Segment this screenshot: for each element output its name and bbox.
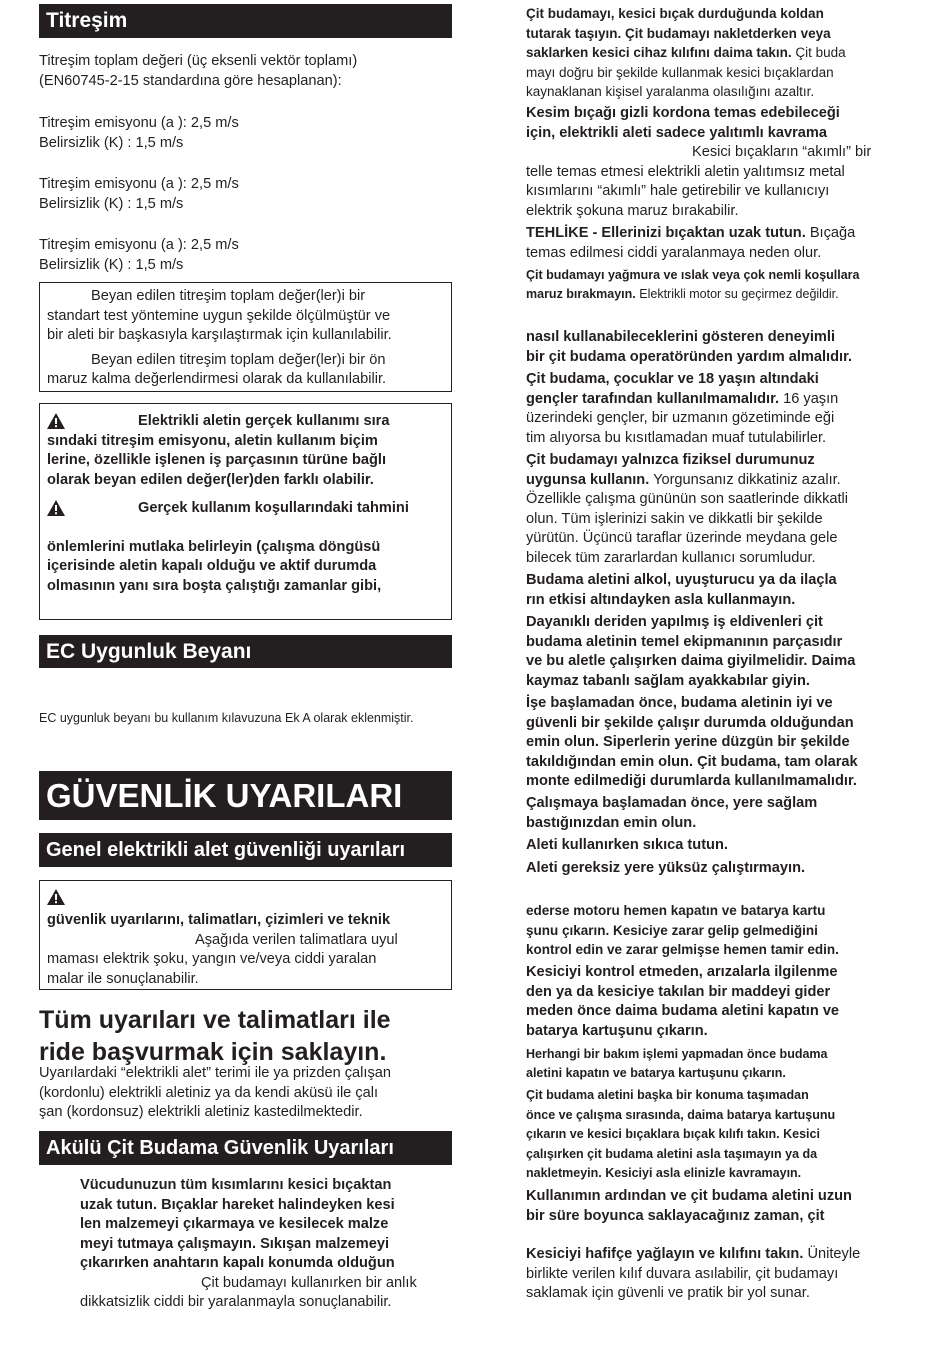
text-line: Çit budamayı yağmura ve ıslak veya çok nemli koşullara [526,268,860,282]
text-line: Kesiciyi kontrol etmeden, arızalarla ilgilenme [526,964,838,980]
text-line: Özellikle çalışma gününün son saatlerinde dikkatli [526,491,849,507]
text-line: batarya kartuşunu çıkarın. [526,1022,708,1039]
rule-danger [526,224,904,263]
text-line: Kesim bıçağı gizli kordona temas edebileceği [526,105,840,121]
text-line: Çit budama, çocuklar ve 18 yaşın altındaki [526,371,819,387]
warning-triangle-icon [47,889,65,905]
text-line: takıldığından emin olun. Çit budama, tam olarak [526,753,858,770]
text-line: Vücudunuzun tüm kısımlarını kesici bıçaktan [80,1177,392,1193]
text-line: üzerindeki gençler, bir uzmanın gözetiminde eği [526,410,835,426]
text-line: saklamak için güvenli ve pratik bir yol sunar. [526,1285,810,1301]
text-line: önce ve çalışma sırasında, daima batarya kartuşunu [526,1107,836,1122]
text-line: tutarak taşıyın. Çit budamayı nakletderken veya [526,25,831,41]
text-line: mayı doğru bir şekilde kullanmak kesici bıçaklardan [526,64,834,80]
rule-lubricate [526,1245,904,1304]
text-line: ederse motoru hemen kapatın ve batarya kartu [526,903,826,918]
text-line: güvenli bir şekilde çalışır durumda olduğundan [526,714,854,731]
text-line: Uyarılardaki “elektrikli alet” terimi ile ya prizden çalışan [39,1065,391,1081]
text-line: olun. Tüm işlerinizi sakin ve dikkatli bir şekilde [526,510,823,527]
emission-value: Titreşim emisyonu (a ): 2,5 m/s [39,237,239,253]
text-line: Çit budama aletini başka bir konuma taşımadan [526,1088,809,1102]
emission-block-3 [39,236,452,275]
text-line: kısımlarını “akımlı” hale getirebilir ve kullanıcıyı [526,183,830,199]
text-line: kaymaz tabanlı sağlam ayakkabılar giyin. [526,672,810,689]
text-line: telle temas etmesi elektrikli aletin yalıtımsız metal [526,163,845,180]
titresim-intro [39,52,452,91]
text-line: dikkatsizlik ciddi bir yaralanmayla sonuçlanabilir. [80,1294,392,1310]
text-line: şunu çıkarın. Kesiciye zarar gelip gelmediğini [526,922,818,938]
uncertainty-value: Belirsizlik (K) : 1,5 m/s [39,195,184,212]
text-line: önlemlerini mutlaka belirleyin (çalışma döngüsü [47,538,381,555]
text-line: saklarken kesici cihaz kılıfını daima takın. [526,45,792,60]
text-line: Çit budamayı, kesici bıçak durduğunda koldan [526,6,824,21]
text-line: Aşağıda verilen talimatlara uyul [195,931,398,948]
general-warning-box [39,880,452,990]
text-line: rın etkisi altındayken asla kullanmayın. [526,591,796,608]
text-line: çalışırken çit budama aletini asla taşımayın ya da [526,1146,818,1161]
rule-stop-motor [526,901,904,960]
text-line: Kullanımın ardından ve çit budama aletini uzun [526,1188,852,1204]
text-line: maruz bırakmayın. [526,287,636,301]
text-line: Çit buda [795,45,846,60]
rule-rain [526,266,904,304]
text-line: (EN60745-2-15 standardına göre hesaplanan): [39,72,342,89]
text-line: Aleti gereksiz yere yüksüz çalıştırmayın. [526,860,806,876]
text-line: Dayanıklı deriden yapılmış iş eldivenleri çit [526,614,823,630]
hedge-item-1 [39,1176,452,1313]
text-line: tim alıyorsa bu kısıtlamadan muaf tutulabilirler. [526,429,827,446]
emission-block-2 [39,175,452,214]
text-line: meden önce daima budama aletini kapatın ve [526,1003,840,1019]
rule-check-cutter [526,963,904,1041]
text-line: İşe başlamadan önce, budama aletinin iyi ve [526,695,833,711]
text-line: elektrik şokuna maruz bırakabilir. [526,202,739,219]
text-line: Yorgunsanız dikkatiniz azalır. [653,471,841,488]
text-line: Çit budamayı kullanırken bir anlık [201,1274,417,1291]
text-line: temas edilmesi ciddi yaralanmaya neden olur. [526,244,822,261]
text-line: meyi tutmaya çalışmayın. Sıkışan malzemeyi [80,1235,390,1252]
rule-before-start [526,694,904,792]
text-line: budama aletinin temel ekipmanının parçasıdır [526,633,843,650]
text-line: Çalışmaya başlamadan önce, yere sağlam [526,795,818,811]
save-instructions-text [39,1064,452,1123]
text-line: Gerçek kullanım koşullarındaki tahmini [138,500,409,516]
text-line: çıkarın ve kesici bıçaklara bıçak kılıfı takın. Kesici [526,1127,820,1141]
text-line: TEHLİKE - Ellerinizi bıçaktan uzak tutun. [526,225,806,241]
text-line: şan (kordonsuz) elektrikli aletiniz kastedilmektedir. [39,1104,363,1120]
save-instructions-title [39,1004,452,1068]
rule-transport [526,1086,904,1184]
text-line: yürütün. Üçüncü taraflar üzerinde meydana gele [526,530,838,546]
rule-no-load [526,859,904,879]
text-line: emin olun. Siperlerin yerine düzgün bir şekilde [526,734,850,750]
text-line: kaynaklanan kişisel yaralanma olasılığını azaltır. [526,84,815,99]
text-line: Çit budamayı yalnızca fiziksel durumunuz [526,452,815,468]
section-header-ec: EC Uygunluk Beyanı [39,635,452,668]
text-line: Tüm uyarıları ve talimatları ile [39,1006,391,1034]
text-line: Kesiciyi hafifçe yağlayın ve kılıfını takın. [526,1246,804,1262]
text-line: bilecek tüm zararlardan kullanıcı sorumludur. [526,549,816,566]
rule-children [526,370,904,448]
text-line: Kesici bıçakların “akımlı” bir [692,144,872,160]
text-line: (kordonlu) elektrikli aletiniz ya da kendi aküsü ile çalı [39,1084,379,1101]
emission-value: Titreşim emisyonu (a ): 2,5 m/s [39,176,239,192]
text-line: monte edilmediği durumlarda kullanılmamalıdır. [526,773,857,789]
text-line: kontrol edin ve zarar gelmişse hemen tamir edin. [526,942,839,957]
text-line: Herhangi bir bakım işlemi yapmadan önce budama [526,1047,828,1061]
rule-maintenance [526,1045,904,1083]
text-line: Beyan edilen titreşim toplam değer(ler)i bir [91,288,366,304]
uncertainty-value: Belirsizlik (K) : 1,5 m/s [39,134,184,151]
text-line: nakletmeyin. Kesiciyi asla elinizle kavramayın. [526,1166,802,1180]
warning-triangle-icon [47,500,65,516]
text-line: bastığınızdan emin olun. [526,814,697,831]
rule-gloves [526,613,904,691]
text-line: içerisinde aletin kapalı olduğu ve aktif durumda [47,558,377,574]
text-line: maruz kalma değerlendirmesi olarak da kullanılabilir. [47,371,387,387]
rule-carry [526,4,904,102]
text-line: gençler tarafından kullanılmamalıdır. [526,390,780,407]
text-line: Beyan edilen titreşim toplam değer(ler)i bir ön [91,351,386,368]
text-line: birlikte verilen kılıf duvara asılabilir, çit budamayı [526,1265,839,1282]
text-line: malar ile sonuçlanabilir. [47,970,199,987]
section-header-titresim: Titreşim [39,4,452,38]
text-line: Elektrikli aletin gerçek kullanımı sıra [138,413,390,429]
rule-experienced [526,328,904,367]
safety-warnings-title: GÜVENLİK UYARILARI [39,771,452,820]
note-box [39,282,452,392]
section-header-hedge-trimmer: Akülü Çit Budama Güvenlik Uyarıları [39,1131,452,1165]
rule-physical-condition [526,451,904,568]
text-line: den ya da kesiciye takılan bir maddeyi gider [526,983,831,1000]
emission-value: Titreşim emisyonu (a ): 2,5 m/s [39,115,239,131]
emission-block-1 [39,114,452,153]
text-line: len malzemeyi çıkarmaya ve kesilecek malze [80,1216,389,1232]
warning-box [39,403,452,620]
ec-text: EC uygunluk beyanı bu kullanım kılavuzuna Ek A olarak eklenmiştir. [39,711,414,725]
text-line: Üniteyle [807,1246,861,1262]
text-line: için, elektrikli aleti sadece yalıtımlı kavrama [526,124,827,141]
section-header-general: Genel elektrikli alet güvenliği uyarıları [39,833,452,867]
text-line: olmasının yanı sıra boşta çalıştığı zamanlar gibi, [47,577,382,594]
text-line: sındaki titreşim emisyonu, aletin kullanım biçim [47,432,378,449]
text-line: uzak tutun. Bıçaklar hareket halindeyken kesi [80,1196,395,1213]
text-line: ve bu aletle çalışırken daima giyilmelidir. Daima [526,653,856,669]
text-line: aletini kapatın ve batarya kartuşunu çıkarın. [526,1066,786,1080]
text-line: 16 yaşın [783,390,839,407]
text-line: uygunsa kullanın. [526,471,650,488]
text-line: güvenlik uyarılarını, talimatları, çizimleri ve teknik [47,912,391,928]
text-line: ride başvurmak için saklayın. [39,1038,387,1066]
text-line: Titreşim toplam değeri (üç eksenli vektör toplamı) [39,53,358,69]
text-line: Aleti kullanırken sıkıca tutun. [526,837,728,853]
text-line: bir süre boyunca saklayacağınız zaman, çit [526,1207,825,1224]
text-line: olarak beyan edilen değer(ler)den farklı olabilir. [47,471,374,488]
text-line: standart test yöntemine uygun şekilde ölçülmüştür ve [47,307,391,324]
text-line: Budama aletini alkol, uyuşturucu ya da ilaçla [526,572,837,588]
text-line: Bıçağa [809,225,856,241]
text-line: nasıl kullanabileceklerini gösteren deneyimli [526,329,836,345]
rule-storage [526,1187,904,1226]
text-line: bir çit budama operatöründen yardım almalıdır. [526,348,853,365]
text-line: Elektrikli motor su geçirmez değildir. [639,287,839,301]
rule-footing [526,794,904,833]
text-line: lerine, özellikle işlenen iş parçasının türüne bağlı [47,452,387,468]
text-line: çıkarırken anahtarın kapalı konumda olduğun [80,1255,395,1271]
rule-insulated-grip [526,104,904,221]
text-line: bir aleti bir başkasıyla karşılaştırmak için kullanılabilir. [47,327,392,343]
uncertainty-value: Belirsizlik (K) : 1,5 m/s [39,256,184,273]
rule-alcohol [526,571,904,610]
warning-triangle-icon [47,413,65,429]
text-line: maması elektrik şoku, yangın ve/veya ciddi yaralan [47,951,377,967]
rule-hold-firmly [526,836,904,856]
